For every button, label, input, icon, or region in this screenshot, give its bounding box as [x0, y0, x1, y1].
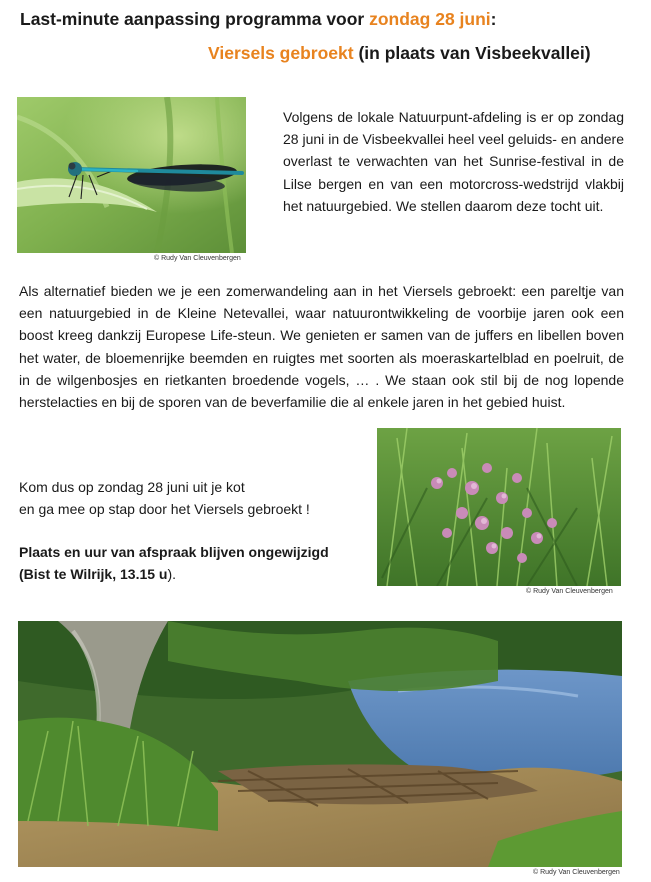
meeting-line-1: Plaats en uur van afspraak blijven ongewijzigd — [19, 544, 329, 560]
dragonfly-photo — [17, 97, 246, 253]
subtitle-highlight: Viersels gebroekt — [208, 43, 354, 63]
intro-paragraph: Volgens de lokale Natuurpunt-afdeling is er op zondag 28 juni in de Visbeekvallei heel veel geluids- en andere overlast te verwachten van het Sunrise-festival in de Lilse bergen en van een motorcross-wedstrijd vlakbij het natuurgebied. We stellen daarom deze tocht uit. — [283, 109, 624, 214]
river-photo — [18, 621, 622, 867]
flowers-photo-credit: © Rudy Van Cleuvenbergen — [526, 588, 613, 595]
title-suffix: : — [490, 9, 497, 29]
river-photo-credit: © Rudy Van Cleuvenbergen — [533, 869, 620, 876]
meeting-line-2 — [19, 563, 176, 585]
page-subtitle — [208, 42, 638, 64]
flowers-photo — [377, 428, 621, 586]
title-date: zondag 28 juni — [369, 9, 491, 29]
meeting-place-time: (Bist te Wilrijk, 13.15 u — [19, 566, 168, 582]
alternative-paragraph: Als alternatief bieden we je een zomerwandeling aan in het Viersels gebroekt: een pareltje van een natuurgebied in de Kleine Netevallei, waar natuurontwikkeling de voorbije jaren ook een boost kreeg dankzij Europese Life-steun. We genieten er samen van de juffers en libellen boven het water, de bloemenrijke beemden en ruigtes met soorten als moeraskartelblad en poelruit, de in de wilgenbosjes en rietkanten broedende vogels, … . We staan ook stil bij de nog lopende herstelacties en bij de sporen van de beverfamilie die al enkele jaren in het gebied huist. — [19, 283, 624, 411]
subtitle-suffix: (in plaats van Visbeekvallei) — [353, 43, 591, 63]
dragonfly-photo-credit: © Rudy Van Cleuvenbergen — [154, 255, 241, 262]
invite-line-1: Kom dus op zondag 28 juni uit je kot — [19, 479, 245, 495]
invite-line-2: en ga mee op stap door het Viersels gebroekt ! — [19, 501, 310, 517]
title-prefix: Last-minute aanpassing programma voor — [20, 9, 370, 29]
page-title — [20, 8, 640, 30]
meeting-end: ). — [167, 566, 177, 582]
